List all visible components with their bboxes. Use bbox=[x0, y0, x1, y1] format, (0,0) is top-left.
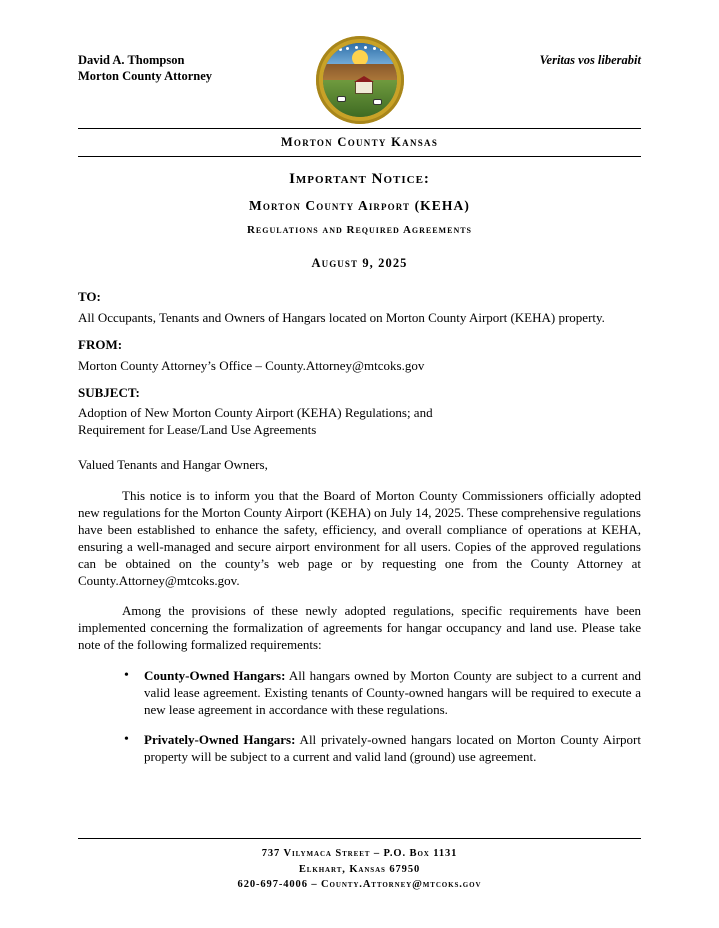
list-item bbox=[124, 668, 641, 719]
document-date: August 9, 2025 bbox=[311, 256, 408, 270]
to-value: All Occupants, Tenants and Owners of Hangars located on Morton County Airport (KEHA) property. bbox=[78, 309, 605, 325]
motto: Veritas vos liberabit bbox=[539, 53, 641, 67]
county-name: Morton County Kansas bbox=[280, 135, 439, 149]
footer-contact: 620-697-4006 – County.Attorney@mtcoks.gov bbox=[237, 878, 482, 890]
attorney-title: Morton County Attorney bbox=[78, 69, 213, 84]
subject-value-line-2: Requirement for Lease/Land Use Agreements bbox=[78, 422, 317, 438]
paragraph-2: Among the provisions of these newly adopted regulations, specific requirements have been implemented concerning the formalization of agreements for hangar occupancy and land use. Please take note of the following formalized requirements: bbox=[78, 603, 641, 653]
salutation: Valued Tenants and Hangar Owners, bbox=[78, 457, 268, 473]
county-seal-art bbox=[323, 43, 397, 117]
notice-title: Important Notice: bbox=[289, 171, 430, 187]
requirements-list bbox=[78, 668, 641, 765]
list-item bbox=[124, 732, 641, 766]
subject-label: SUBJECT: bbox=[78, 384, 140, 400]
list-item-lead: Privately-Owned Hangars: bbox=[144, 731, 296, 747]
attorney-block bbox=[78, 52, 212, 85]
seal-livestock bbox=[373, 99, 382, 105]
subject-value-line-1: Adoption of New Morton County Airport (KEHA) Regulations; and bbox=[78, 405, 433, 421]
seal-livestock bbox=[337, 96, 346, 102]
notice-subtitle: Regulations and Required Agreements bbox=[246, 224, 473, 236]
list-item-lead: County-Owned Hangars: bbox=[144, 668, 286, 684]
footer-address: 737 Vilymaca Street – P.O. Box 1131 bbox=[261, 848, 458, 860]
document-body bbox=[78, 289, 641, 766]
county-seal-icon bbox=[316, 36, 404, 124]
notice-subject: Morton County Airport (KEHA) bbox=[249, 198, 470, 213]
list-item-text: All hangars owned by Morton County are subject to a current and valid lease agreement. Existing tenants of County-owned hangars will be required to execute a new lease agreement in accordance with these regulations. bbox=[144, 668, 641, 717]
footer-city: Elkhart, Kansas 67950 bbox=[298, 863, 421, 875]
attorney-name: David A. Thompson bbox=[78, 53, 185, 67]
to-label: TO: bbox=[78, 289, 101, 304]
paragraph-1: This notice is to inform you that the Board of Morton County Commissioners officially adopted new regulations for the Morton County Airport (KEHA) on July 14, 2025. These comprehensive regulations have been established to enhance the safety, efficiency, and overall compliance of operations at KEHA, ensuring a well-managed and secure airport environment for all users. Copies of the approved regulations can be obtained on the county’s web page or by requesting one from the County Attorney at County.Attorney@mtcoks.gov. bbox=[78, 488, 641, 588]
footer-divider bbox=[78, 838, 641, 839]
letterhead bbox=[78, 0, 641, 128]
seal-barn bbox=[355, 81, 373, 94]
title-block bbox=[78, 157, 641, 271]
from-value: Morton County Attorney’s Office – County.Attorney@mtcoks.gov bbox=[78, 357, 425, 373]
from-label: FROM: bbox=[78, 336, 123, 352]
footer bbox=[78, 838, 641, 892]
list-item-text: All privately-owned hangars located on Morton County Airport property will be subject to a current and valid land (ground) use agreement. bbox=[144, 731, 642, 764]
